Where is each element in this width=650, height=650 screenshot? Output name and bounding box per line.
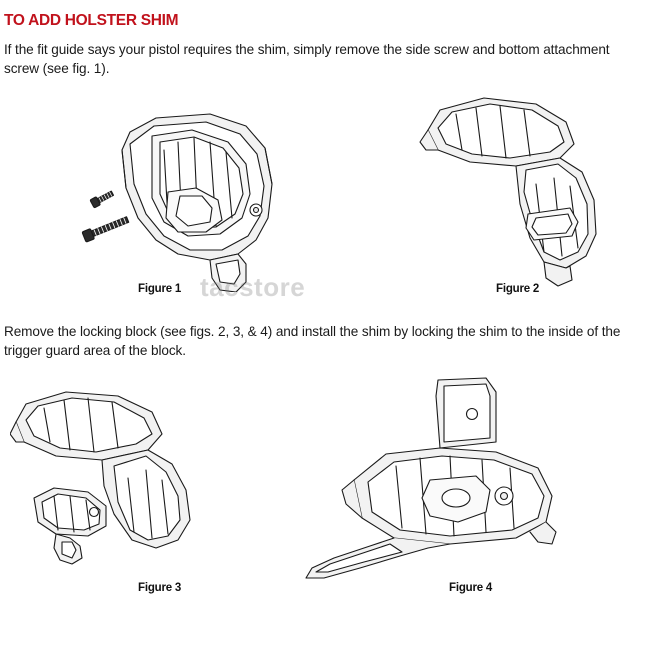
figure-4-caption: Figure 4 [449,582,493,594]
figure-2-caption: Figure 2 [496,283,540,295]
figure-3-caption: Figure 3 [138,582,182,594]
figure-1-illustration [60,92,320,292]
watermark: tacstore [200,272,306,302]
figure-3-illustration [10,382,240,577]
instruction-paragraph-1: If the fit guide says your pistol requires the shim, simply remove the side screw and bottom attachment screw (see fig. 1). [4,42,610,76]
page-title: TO ADD HOLSTER SHIM [4,12,179,29]
figure-2-illustration [410,88,630,288]
figure-4-illustration [290,372,580,582]
figure-1-caption: Figure 1 [138,283,182,295]
instruction-paragraph-2: Remove the locking block (see figs. 2, 3, & 4) and install the shim by locking the shim to the inside of the trigger guard area of the block. [4,324,621,358]
